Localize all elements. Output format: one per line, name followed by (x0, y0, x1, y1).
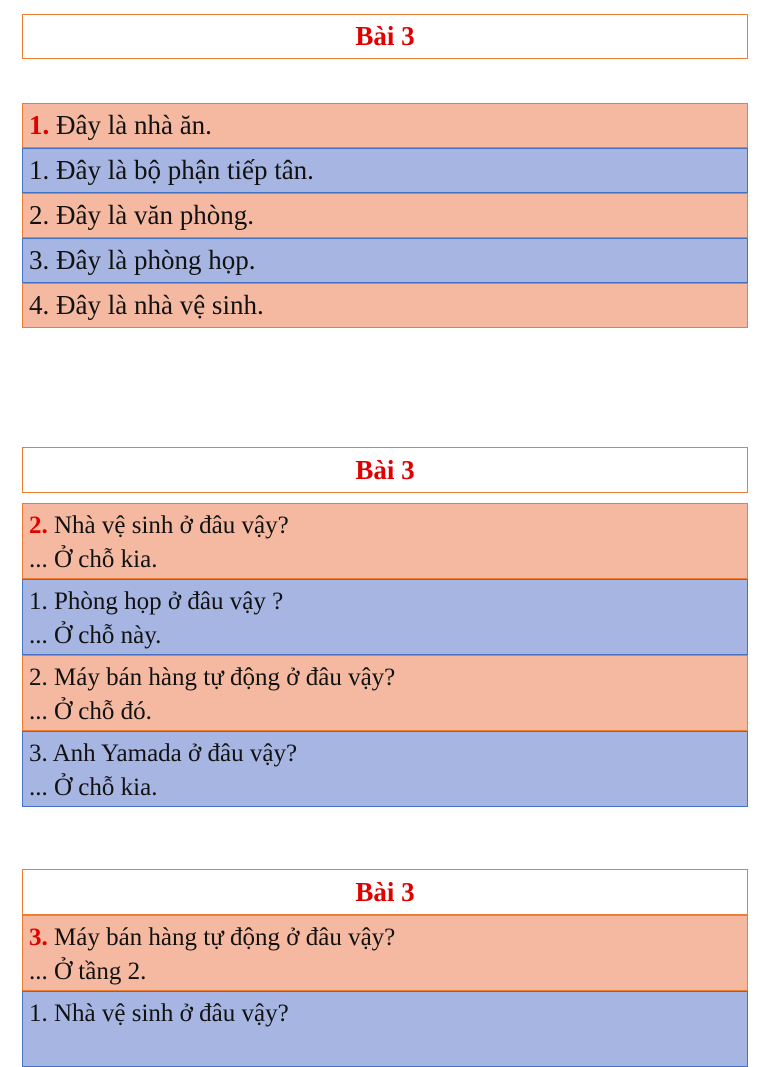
example-answer: ... Ở chỗ kia. (29, 546, 158, 573)
answer-text: ... Ở chỗ này. (29, 622, 162, 649)
question-text: 2. Máy bán hàng tự động ở đâu vậy? (29, 664, 396, 691)
exercise-section-3 (22, 869, 748, 1067)
question-text: Máy bán hàng tự động ở đâu vậy? (47, 924, 396, 951)
answer-text: ... Ở chỗ kia. (29, 774, 158, 801)
list-item (22, 731, 748, 807)
example-question (29, 921, 747, 955)
item-text: 1. Đây là bộ phận tiếp tân. (29, 155, 314, 185)
question-text: 1. Phòng họp ở đâu vậy ? (29, 588, 284, 615)
list-item (22, 193, 748, 238)
item-text: 2. Đây là văn phòng. (29, 200, 254, 230)
list-item (22, 991, 748, 1067)
example-row (22, 503, 748, 579)
item-text: 3. Đây là phòng họp. (29, 245, 256, 275)
question-text: Nhà vệ sinh ở đâu vậy? (47, 512, 289, 539)
list-item (22, 238, 748, 283)
list-item (22, 579, 748, 655)
list-item (22, 283, 748, 328)
exercise-section-2 (22, 447, 748, 807)
example-question (29, 509, 747, 543)
example-row (22, 103, 748, 148)
example-line (29, 109, 212, 142)
example-row (22, 915, 748, 991)
section-title: Bài 3 (22, 869, 748, 915)
example-answer: ... Ở tầng 2. (29, 958, 147, 985)
list-item (22, 148, 748, 193)
example-number: 2. (29, 512, 48, 539)
section-title: Bài 3 (22, 447, 748, 493)
question-text: 1. Nhà vệ sinh ở đâu vậy? (29, 1000, 289, 1027)
exercise-section-1 (22, 14, 748, 328)
example-number: 3. (29, 924, 48, 951)
list-item (22, 655, 748, 731)
section-title: Bài 3 (22, 14, 748, 59)
item-text: 4. Đây là nhà vệ sinh. (29, 290, 264, 320)
question-text: 3. Anh Yamada ở đâu vậy? (29, 740, 298, 767)
answer-text: ... Ở chỗ đó. (29, 698, 152, 725)
example-text: Đây là nhà ăn. (49, 110, 212, 140)
example-number: 1. (29, 110, 50, 140)
